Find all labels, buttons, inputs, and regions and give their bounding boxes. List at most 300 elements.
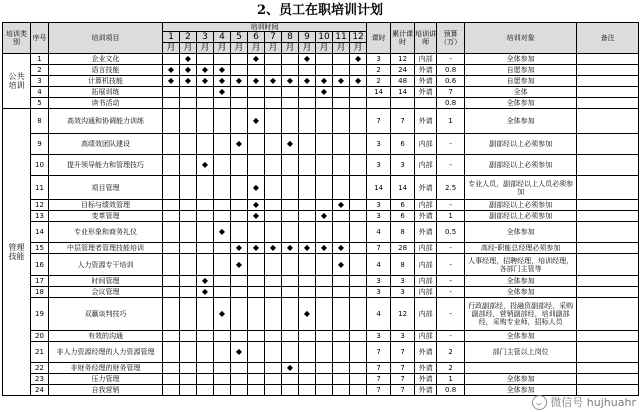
schedule-cell	[350, 298, 367, 331]
hours-cell: 3	[367, 54, 391, 65]
schedule-cell	[180, 200, 197, 211]
schedule-diamond-icon: ◆	[333, 200, 350, 211]
schedule-diamond-icon: ◆	[214, 87, 231, 98]
table-row	[3, 287, 639, 298]
hours-cell: 4	[367, 298, 391, 331]
wechat-icon	[532, 395, 547, 410]
schedule-diamond-icon: ◆	[316, 76, 333, 87]
schedule-diamond-icon: ◆	[333, 254, 350, 276]
lecturer-cell: 内部	[415, 298, 437, 331]
schedule-cell	[265, 87, 282, 98]
table-row	[3, 200, 639, 211]
schedule-cell	[265, 363, 282, 374]
budget-cell: -	[437, 134, 465, 155]
schedule-diamond-icon: ◆	[197, 76, 214, 87]
schedule-cell	[163, 276, 180, 287]
schedule-cell	[333, 331, 350, 342]
header-project: 培训项目	[49, 23, 163, 54]
row-no: 13	[31, 211, 49, 222]
remark-cell	[577, 76, 639, 87]
header-month-unit-8: 月	[282, 43, 299, 54]
schedule-cell	[248, 65, 265, 76]
total-hours-cell: 7	[391, 374, 415, 385]
schedule-cell	[316, 222, 333, 243]
header-month-unit-3: 月	[197, 43, 214, 54]
schedule-diamond-icon: ◆	[265, 76, 282, 87]
schedule-cell	[316, 298, 333, 331]
schedule-cell	[248, 287, 265, 298]
header-month-11: 11	[333, 32, 350, 43]
schedule-cell	[180, 134, 197, 155]
schedule-diamond-icon: ◆	[299, 54, 316, 65]
target-cell: 高经-职能总经理必须参加	[465, 243, 577, 254]
lecturer-cell: 内部	[415, 254, 437, 276]
schedule-cell	[163, 254, 180, 276]
schedule-cell	[333, 54, 350, 65]
schedule-cell	[333, 298, 350, 331]
schedule-cell	[163, 87, 180, 98]
schedule-cell	[248, 155, 265, 176]
schedule-cell	[197, 243, 214, 254]
remark-cell	[577, 287, 639, 298]
schedule-cell	[197, 374, 214, 385]
schedule-cell	[316, 287, 333, 298]
row-no: 2	[31, 65, 49, 76]
remark-cell	[577, 276, 639, 287]
schedule-cell	[197, 200, 214, 211]
schedule-cell	[248, 342, 265, 363]
budget-cell: 2.5	[437, 176, 465, 200]
schedule-cell	[265, 385, 282, 396]
budget-cell: 1	[437, 109, 465, 134]
schedule-cell	[265, 287, 282, 298]
schedule-diamond-icon: ◆	[299, 298, 316, 331]
schedule-cell	[163, 176, 180, 200]
schedule-cell	[316, 98, 333, 109]
schedule-cell	[248, 331, 265, 342]
row-no: 11	[31, 176, 49, 200]
project-name: 目标与绩效管理	[49, 200, 163, 211]
project-name: 双赢谈判技巧	[49, 298, 163, 331]
schedule-cell	[214, 211, 231, 222]
schedule-cell	[231, 200, 248, 211]
schedule-cell	[333, 363, 350, 374]
total-hours-cell: 3	[391, 331, 415, 342]
schedule-diamond-icon: ◆	[163, 65, 180, 76]
schedule-diamond-icon: ◆	[231, 76, 248, 87]
project-name: 时间管理	[49, 276, 163, 287]
schedule-cell	[163, 134, 180, 155]
total-hours-cell: 3	[391, 276, 415, 287]
schedule-cell	[248, 87, 265, 98]
schedule-diamond-icon: ◆	[214, 298, 231, 331]
schedule-cell	[333, 211, 350, 222]
project-name: 拓展训练	[49, 87, 163, 98]
budget-cell: -	[437, 287, 465, 298]
header-month-unit-4: 月	[214, 43, 231, 54]
header-month-7: 7	[265, 32, 282, 43]
schedule-cell	[231, 287, 248, 298]
schedule-cell	[214, 331, 231, 342]
header-month-unit-6: 月	[248, 43, 265, 54]
header-month-1: 1	[163, 32, 180, 43]
schedule-cell	[214, 155, 231, 176]
table-row	[3, 134, 639, 155]
target-cell: 全体参加	[465, 331, 577, 342]
row-no: 12	[31, 200, 49, 211]
schedule-diamond-icon: ◆	[316, 211, 333, 222]
schedule-cell	[214, 374, 231, 385]
target-cell: 全体参加	[465, 276, 577, 287]
schedule-cell	[350, 109, 367, 134]
schedule-cell	[265, 54, 282, 65]
schedule-cell	[316, 109, 333, 134]
lecturer-cell: 外请	[415, 65, 437, 76]
table-row	[3, 363, 639, 374]
schedule-diamond-icon: ◆	[282, 76, 299, 87]
schedule-cell	[316, 200, 333, 211]
target-cell: 自愿参加	[465, 65, 577, 76]
schedule-cell	[214, 98, 231, 109]
schedule-cell	[282, 65, 299, 76]
schedule-cell	[163, 363, 180, 374]
schedule-cell	[316, 342, 333, 363]
schedule-cell	[299, 87, 316, 98]
schedule-cell	[350, 211, 367, 222]
schedule-cell	[299, 109, 316, 134]
project-name: 专业形象和商务礼仪	[49, 222, 163, 243]
schedule-cell	[180, 243, 197, 254]
schedule-cell	[214, 243, 231, 254]
page-title: 2、员工在职培训计划	[256, 3, 384, 18]
hours-cell: 2	[367, 65, 391, 76]
project-name: 读书活动	[49, 98, 163, 109]
schedule-cell	[163, 287, 180, 298]
schedule-cell	[333, 98, 350, 109]
schedule-cell	[163, 155, 180, 176]
remark-cell	[577, 109, 639, 134]
schedule-cell	[214, 363, 231, 374]
total-hours-cell: 7	[391, 385, 415, 396]
schedule-cell	[282, 254, 299, 276]
schedule-cell	[180, 276, 197, 287]
project-name: 企业文化	[49, 54, 163, 65]
schedule-diamond-icon: ◆	[214, 65, 231, 76]
remark-cell	[577, 211, 639, 222]
schedule-cell	[316, 374, 333, 385]
budget-cell: -	[437, 243, 465, 254]
schedule-cell	[180, 298, 197, 331]
project-name: 高绩效团队建设	[49, 134, 163, 155]
budget-cell: -	[437, 200, 465, 211]
remark-cell	[577, 363, 639, 374]
project-name: 高效沟通和协调能力训练	[49, 109, 163, 134]
schedule-diamond-icon: ◆	[248, 76, 265, 87]
header-month-unit-7: 月	[265, 43, 282, 54]
schedule-cell	[197, 134, 214, 155]
project-name: 有效的沟通	[49, 331, 163, 342]
schedule-cell	[248, 363, 265, 374]
total-hours-cell: 12	[391, 298, 415, 331]
header-target: 培训对象	[465, 23, 577, 54]
project-name: 会议管理	[49, 287, 163, 298]
schedule-cell	[231, 87, 248, 98]
schedule-cell	[197, 98, 214, 109]
schedule-cell	[214, 134, 231, 155]
schedule-diamond-icon: ◆	[214, 76, 231, 87]
lecturer-cell: 内部	[415, 200, 437, 211]
project-name: 变革管理	[49, 211, 163, 222]
schedule-cell	[231, 211, 248, 222]
schedule-cell	[350, 342, 367, 363]
lecturer-cell: 内部	[415, 134, 437, 155]
row-no: 10	[31, 155, 49, 176]
target-cell: 全体	[465, 87, 577, 98]
table-row	[3, 254, 639, 276]
header-month-unit-2: 月	[180, 43, 197, 54]
row-no: 22	[31, 363, 49, 374]
total-hours-cell: 8	[391, 222, 415, 243]
schedule-cell	[316, 54, 333, 65]
schedule-cell	[163, 200, 180, 211]
schedule-cell	[265, 109, 282, 134]
schedule-cell	[282, 176, 299, 200]
schedule-cell	[333, 65, 350, 76]
schedule-diamond-icon: ◆	[299, 76, 316, 87]
schedule-cell	[333, 222, 350, 243]
header-month-unit-12: 月	[350, 43, 367, 54]
schedule-cell	[180, 363, 197, 374]
schedule-diamond-icon: ◆	[282, 363, 299, 374]
total-hours-cell: 48	[391, 76, 415, 87]
row-no: 18	[31, 287, 49, 298]
schedule-cell	[163, 331, 180, 342]
budget-cell: -	[437, 254, 465, 276]
row-no: 4	[31, 87, 49, 98]
schedule-cell	[316, 363, 333, 374]
schedule-cell	[180, 331, 197, 342]
schedule-cell	[231, 276, 248, 287]
schedule-cell	[163, 222, 180, 243]
schedule-cell	[231, 65, 248, 76]
schedule-cell	[163, 243, 180, 254]
schedule-cell	[299, 65, 316, 76]
schedule-cell	[248, 134, 265, 155]
schedule-cell	[248, 374, 265, 385]
schedule-cell	[197, 222, 214, 243]
schedule-cell	[265, 254, 282, 276]
schedule-cell	[299, 331, 316, 342]
schedule-cell	[180, 155, 197, 176]
schedule-diamond-icon: ◆	[197, 287, 214, 298]
project-name: 项目管理	[49, 176, 163, 200]
total-hours-cell: 14	[391, 176, 415, 200]
schedule-cell	[197, 342, 214, 363]
budget-cell: 7	[437, 87, 465, 98]
schedule-cell	[180, 98, 197, 109]
schedule-cell	[265, 65, 282, 76]
hours-cell: 3	[367, 276, 391, 287]
header-month-9: 9	[299, 32, 316, 43]
schedule-diamond-icon: ◆	[316, 87, 333, 98]
schedule-cell	[350, 363, 367, 374]
budget-cell: -	[437, 54, 465, 65]
remark-cell	[577, 200, 639, 211]
schedule-cell	[197, 254, 214, 276]
remark-cell	[577, 254, 639, 276]
remark-cell	[577, 134, 639, 155]
total-hours-cell: 6	[391, 200, 415, 211]
table-row	[3, 98, 639, 109]
total-hours-cell: 24	[391, 65, 415, 76]
header-month-10: 10	[316, 32, 333, 43]
table-row	[3, 109, 639, 134]
schedule-cell	[299, 254, 316, 276]
target-cell: 全体参加	[465, 287, 577, 298]
schedule-cell	[282, 276, 299, 287]
schedule-cell	[180, 176, 197, 200]
hours-cell: 7	[367, 109, 391, 134]
header-hours: 课时	[367, 23, 391, 54]
schedule-cell	[299, 363, 316, 374]
schedule-cell	[231, 385, 248, 396]
schedule-cell	[180, 211, 197, 222]
schedule-diamond-icon: ◆	[248, 54, 265, 65]
schedule-cell	[316, 254, 333, 276]
schedule-cell	[299, 276, 316, 287]
header-total-hours: 累计课时	[391, 23, 415, 54]
total-hours-cell	[391, 98, 415, 109]
schedule-cell	[282, 200, 299, 211]
schedule-cell	[197, 298, 214, 331]
target-cell: 人事经理，招聘经理，培训经理，各部门主管等	[465, 254, 577, 276]
lecturer-cell: 内部	[415, 287, 437, 298]
schedule-cell	[333, 385, 350, 396]
total-hours-cell: 7	[391, 109, 415, 134]
table-row	[3, 76, 639, 87]
schedule-cell	[316, 276, 333, 287]
schedule-cell	[265, 200, 282, 211]
schedule-cell	[265, 374, 282, 385]
hours-cell: 3	[367, 200, 391, 211]
total-hours-cell: 3	[391, 287, 415, 298]
schedule-cell	[265, 222, 282, 243]
budget-cell: -	[437, 155, 465, 176]
schedule-cell	[299, 385, 316, 396]
schedule-cell	[350, 287, 367, 298]
lecturer-cell: 外请	[415, 211, 437, 222]
header-month-unit-10: 月	[316, 43, 333, 54]
header-month-unit-5: 月	[231, 43, 248, 54]
schedule-cell	[299, 287, 316, 298]
schedule-cell	[231, 222, 248, 243]
schedule-cell	[333, 87, 350, 98]
table-row	[3, 276, 639, 287]
budget-cell: 0.8	[437, 385, 465, 396]
schedule-diamond-icon: ◆	[265, 243, 282, 254]
header-month-unit-11: 月	[333, 43, 350, 54]
schedule-cell	[299, 98, 316, 109]
schedule-cell	[316, 385, 333, 396]
schedule-cell	[282, 298, 299, 331]
schedule-cell	[163, 342, 180, 363]
row-no: 21	[31, 342, 49, 363]
hours-cell: 3	[367, 211, 391, 222]
lecturer-cell: 内部	[415, 243, 437, 254]
schedule-cell	[214, 287, 231, 298]
lecturer-cell: 外请	[415, 385, 437, 396]
schedule-cell	[333, 109, 350, 134]
schedule-cell	[299, 134, 316, 155]
schedule-cell	[163, 374, 180, 385]
hours-cell: 3	[367, 287, 391, 298]
table-row	[3, 374, 639, 385]
schedule-diamond-icon: ◆	[248, 109, 265, 134]
remark-cell	[577, 176, 639, 200]
schedule-cell	[350, 200, 367, 211]
schedule-cell	[333, 374, 350, 385]
target-cell: 全体参加	[465, 109, 577, 134]
schedule-cell	[282, 222, 299, 243]
total-hours-cell: 28	[391, 243, 415, 254]
schedule-cell	[248, 276, 265, 287]
target-cell: 副部经以上必须参加	[465, 155, 577, 176]
schedule-cell	[265, 134, 282, 155]
remark-cell	[577, 155, 639, 176]
target-cell: 行政副部经，投融资副部经，采购副部经，营销副部经，培训副部经，采购专业师，招标人员	[465, 298, 577, 331]
schedule-cell	[231, 298, 248, 331]
remark-cell	[577, 54, 639, 65]
row-no: 16	[31, 254, 49, 276]
schedule-cell	[333, 155, 350, 176]
schedule-cell	[350, 331, 367, 342]
header-budget: 预算（万）	[437, 23, 465, 54]
schedule-cell	[265, 155, 282, 176]
row-no: 1	[31, 54, 49, 65]
schedule-cell	[282, 287, 299, 298]
budget-cell: 1	[437, 374, 465, 385]
schedule-cell	[316, 65, 333, 76]
schedule-cell	[282, 87, 299, 98]
schedule-diamond-icon: ◆	[316, 243, 333, 254]
remark-cell	[577, 298, 639, 331]
budget-cell: -	[437, 276, 465, 287]
schedule-diamond-icon: ◆	[248, 200, 265, 211]
total-hours-cell: 8	[391, 254, 415, 276]
schedule-cell	[231, 363, 248, 374]
schedule-cell	[350, 134, 367, 155]
schedule-cell	[180, 342, 197, 363]
schedule-cell	[180, 385, 197, 396]
schedule-cell	[333, 134, 350, 155]
schedule-diamond-icon: ◆	[197, 65, 214, 76]
table-row	[3, 298, 639, 331]
lecturer-cell: 外请	[415, 76, 437, 87]
schedule-cell	[282, 211, 299, 222]
remark-cell	[577, 331, 639, 342]
header-month-8: 8	[282, 32, 299, 43]
schedule-cell	[248, 298, 265, 331]
target-cell: 全体参加	[465, 385, 577, 396]
budget-cell: 2	[437, 342, 465, 363]
schedule-cell	[282, 155, 299, 176]
table-row	[3, 54, 639, 65]
hours-cell: 3	[367, 331, 391, 342]
schedule-cell	[350, 65, 367, 76]
target-cell: 副部经以上必须参加	[465, 134, 577, 155]
schedule-cell	[231, 374, 248, 385]
schedule-cell	[180, 374, 197, 385]
